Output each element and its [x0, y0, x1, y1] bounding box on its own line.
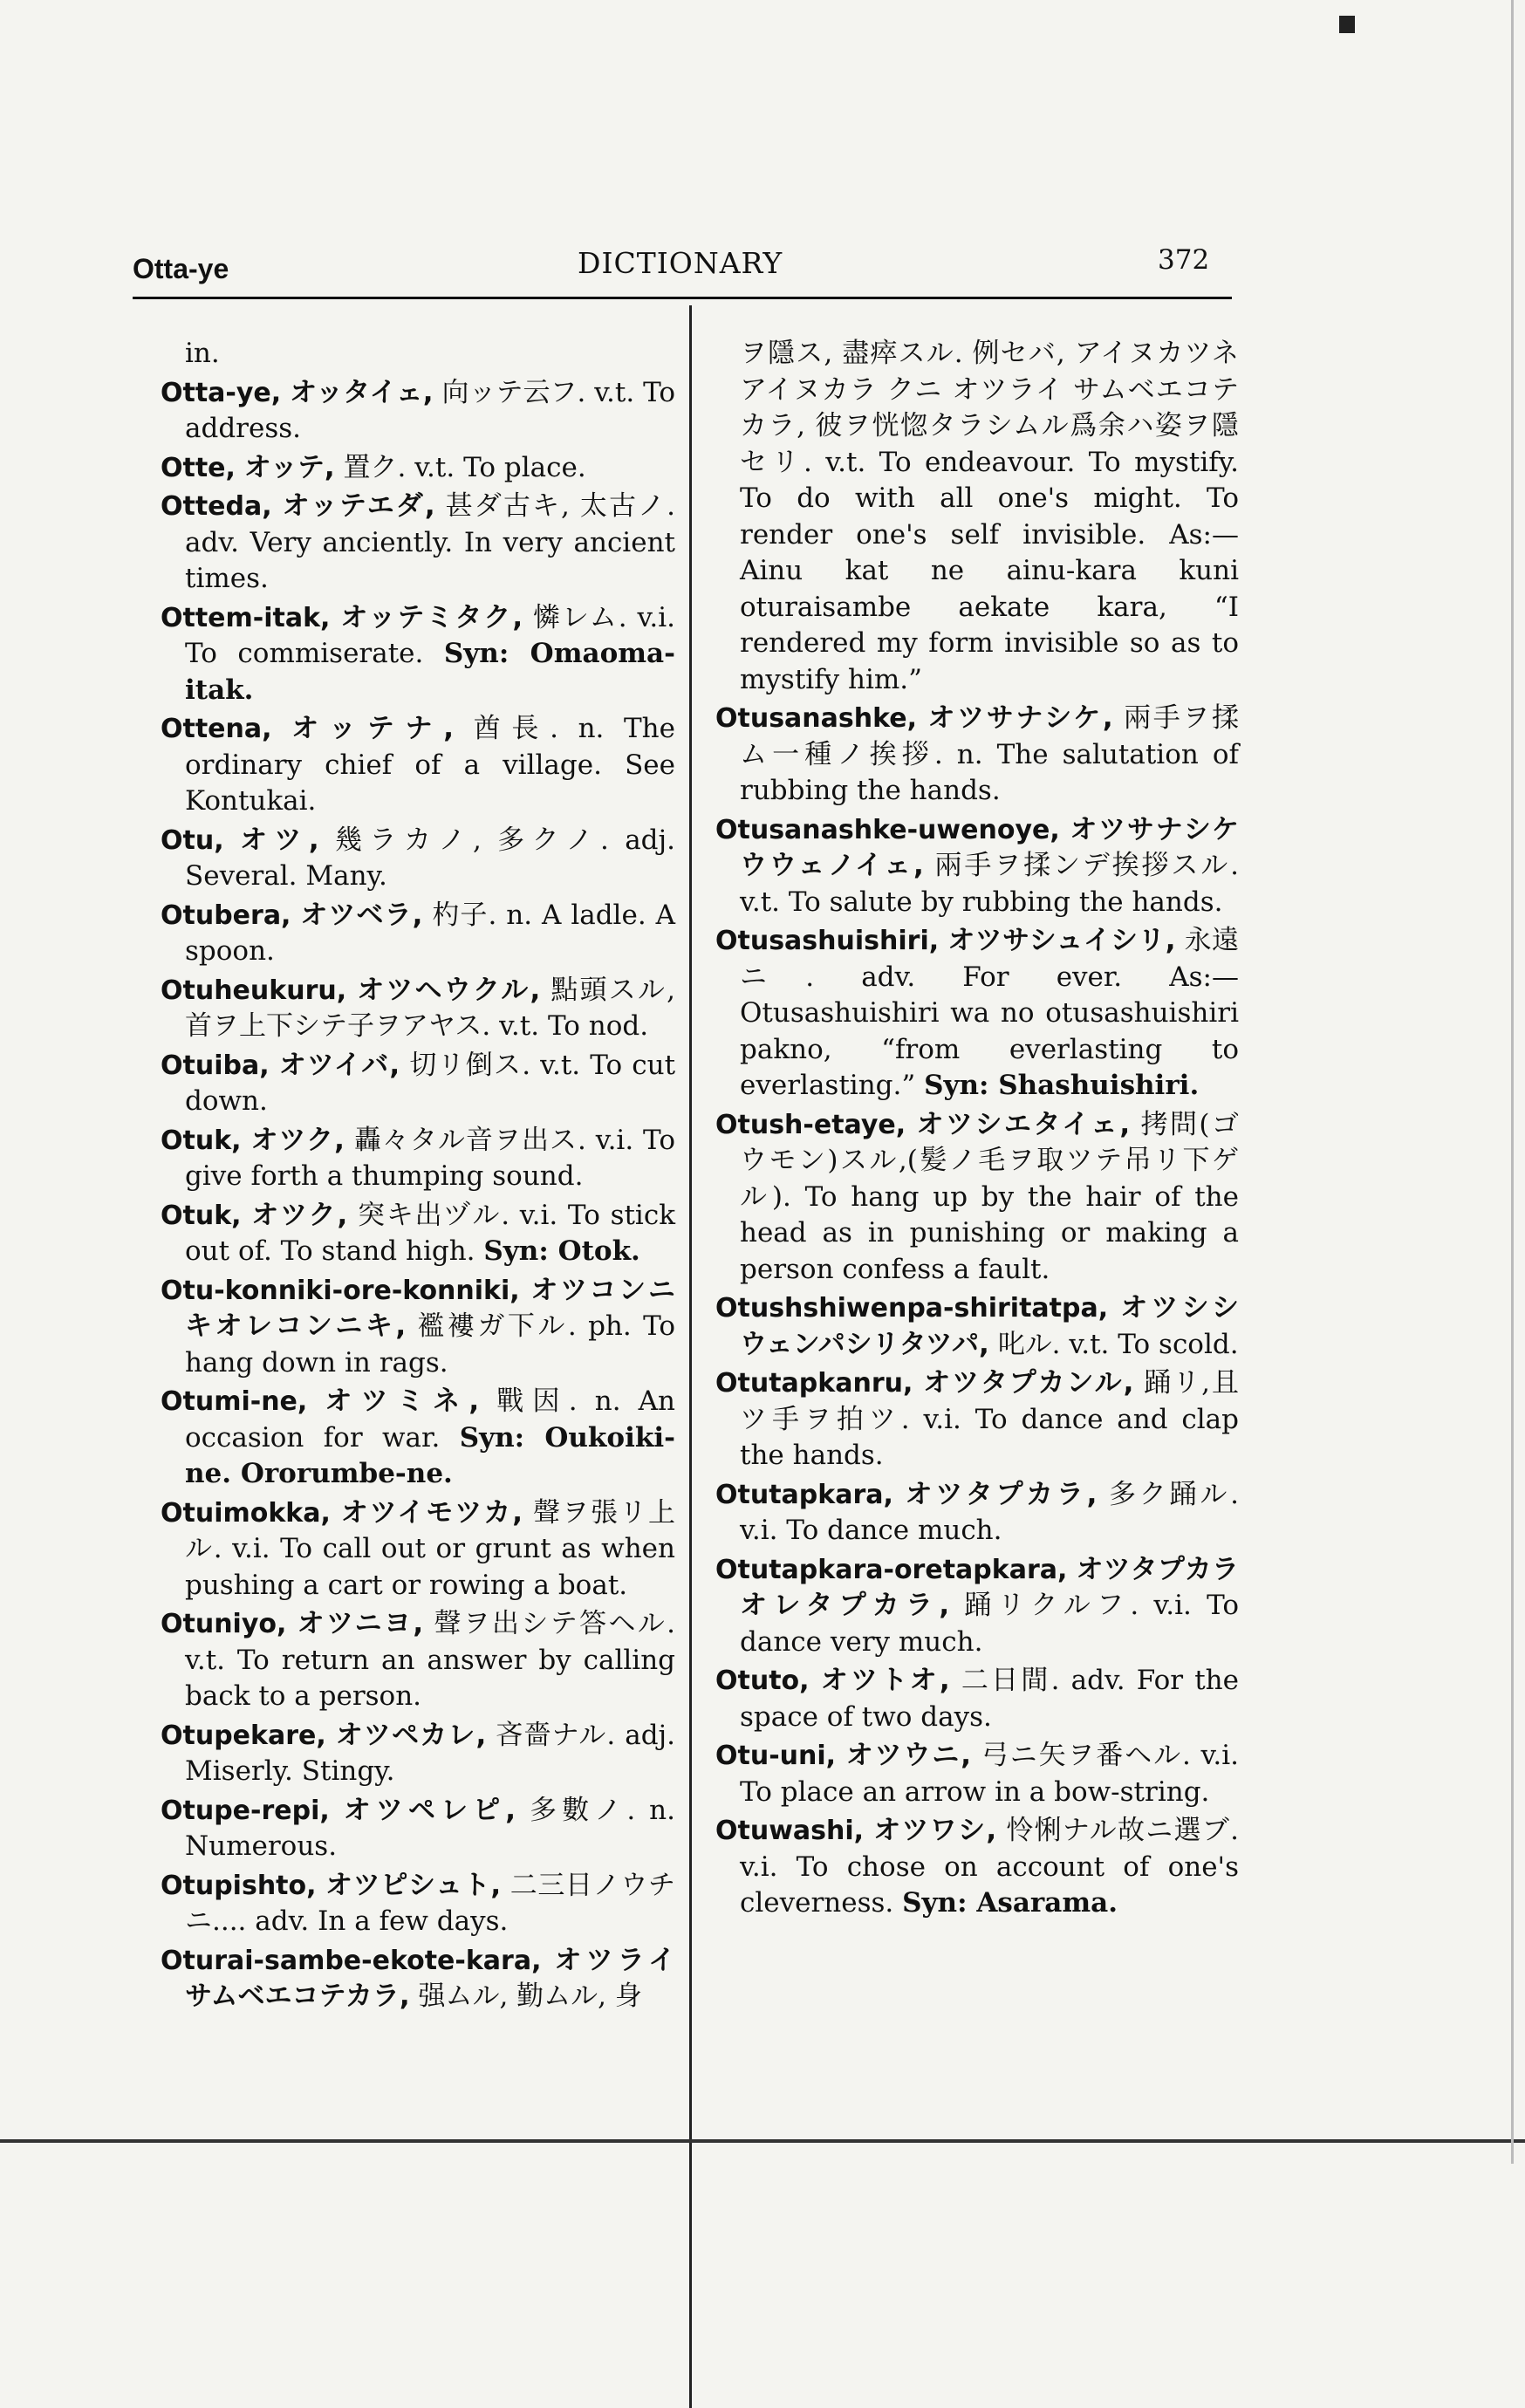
entry-definition: 點頭スル, 首ヲ上下シテ子ヲアヤス. v.t. To nod.	[185, 974, 675, 1042]
entry-definition: 叱ル. v.t. To scold.	[997, 1328, 1239, 1360]
entry-definition: 怜悧ナル故ニ選ブ. v.i. To chose on account of one's cleverness.	[740, 1815, 1240, 1919]
entry-kana: オツペレピ,	[343, 1794, 516, 1826]
entry-definition: 聲ヲ出シテ答ヘル. v.t. To return an answer by calling back to a person.	[185, 1608, 675, 1712]
entry-kana: オツベラ,	[300, 899, 423, 931]
entry-headword: Otuheukuru,	[161, 975, 347, 1006]
right-column	[715, 336, 1239, 1925]
entry-headword: Otu-konniki-ore-konniki,	[161, 1275, 520, 1306]
entry-headword: Otutapkanru,	[715, 1368, 913, 1399]
dictionary-entry	[161, 600, 675, 709]
entry-synonym: Syn: Omaoma-itak.	[185, 638, 676, 706]
dictionary-entry	[161, 1048, 675, 1120]
entry-kana: オツタプカンル,	[923, 1367, 1134, 1399]
entry-headword: Otutapkara,	[715, 1479, 893, 1510]
entry-definition: 踊リクルフ. v.i. To dance very much.	[740, 1590, 1239, 1658]
entry-headword: Otusashuishiri,	[715, 926, 940, 956]
dictionary-entry	[715, 1663, 1239, 1735]
entry-kana: オツトオ,	[820, 1665, 950, 1696]
entry-headword: Otu-uni,	[715, 1741, 837, 1771]
entry-kana: オッテ,	[243, 451, 335, 483]
entry-kana: オツニヨ,	[297, 1608, 424, 1639]
entry-definition: 襤褸ガ下ル. ph. To hang down in rags.	[185, 1310, 675, 1378]
dictionary-entry	[161, 898, 675, 970]
entry-kana: オツライサムベエコテカラ,	[185, 1944, 675, 2012]
entry-definition: 轟々タル音ヲ出ス. v.i. To give forth a thumping sound.	[185, 1124, 675, 1192]
page-edge	[1511, 0, 1514, 2164]
entry-synonym: Syn: Asarama.	[902, 1887, 1118, 1919]
entry-definition: 二日間. adv. For the space of two days.	[740, 1665, 1239, 1733]
entry-headword: Otupishto,	[161, 1870, 317, 1901]
entry-kana: オツコンニキオレコンニキ,	[185, 1274, 675, 1342]
dictionary-entry	[161, 375, 675, 448]
entry-definition: 踊リ,且ツ手ヲ拍ツ. v.i. To dance and clap the hands.	[740, 1367, 1239, 1471]
dictionary-entry	[715, 1552, 1239, 1661]
running-head-title: DICTIONARY	[578, 246, 783, 280]
entry-definition: 酋長. n. The ordinary chief of a village. See Kontukai.	[185, 713, 675, 817]
dictionary-entry	[161, 973, 675, 1045]
entry-headword: Otuk,	[161, 1125, 242, 1156]
entry-kana: オツサシュイシリ,	[947, 925, 1176, 956]
page-header	[133, 236, 1232, 288]
dictionary-entry	[161, 1495, 675, 1604]
dictionary-entry	[715, 1477, 1239, 1549]
entry-kana: オツシエタイェ,	[916, 1108, 1131, 1140]
entry-headword: Ottena,	[161, 714, 272, 744]
entry-kana: オツヘウクル,	[357, 974, 541, 1006]
entry-headword: Otta-ye,	[161, 377, 282, 408]
entry-headword: Otubera,	[161, 900, 291, 931]
entry-definition: 聲ヲ張リ上ル. v.i. To call out or grunt as when pushing a cart or rowing a boat.	[185, 1496, 675, 1601]
dictionary-entry	[715, 1107, 1239, 1289]
entry-definition: 杓子. n. A ladle. A spoon.	[185, 899, 675, 967]
entry-kana: オツサナシケ,	[927, 702, 1113, 734]
entry-definition: 兩手ヲ揉ンデ挨拶スル. v.t. To salute by rubbing the hands.	[740, 850, 1239, 918]
column-divider	[689, 305, 692, 2408]
entry-kana: オツシシウェンパシリタツパ,	[740, 1292, 1239, 1360]
entry-headword: Otushshiwenpa-shiritatpa,	[715, 1293, 1109, 1324]
entry-kana: オツミネ,	[325, 1385, 480, 1417]
entry-kana: オツピシュト,	[325, 1869, 502, 1901]
entry-headword: Otuiba,	[161, 1050, 270, 1081]
entry-kana: オツク,	[250, 1124, 345, 1156]
entry-kana: オッタイェ,	[290, 376, 434, 408]
entry-definition: 拷問(ゴウモン)スル,(髪ノ毛ヲ取ツテ吊リ下ゲル). To hang up by the hair of the head as in punishing or making a person confess a fault.	[740, 1108, 1239, 1285]
dictionary-entry	[161, 1718, 675, 1790]
entry-headword: Otuniyo,	[161, 1609, 287, 1639]
entry-definition: 强ムル, 勤ムル, 身	[418, 1980, 642, 2012]
entry-headword: Otupe-repi,	[161, 1795, 330, 1826]
entry-kana: オツイバ,	[278, 1049, 400, 1081]
entry-definition: 弓ニ矢ヲ番ヘル. v.i. To place an arrow in a bow-string.	[740, 1740, 1239, 1808]
entry-headword: Otteda,	[161, 491, 272, 522]
header-rule	[133, 297, 1232, 299]
entry-kana: オツウニ,	[845, 1740, 972, 1771]
entry-headword: Otumi-ne,	[161, 1386, 308, 1417]
dictionary-entry	[715, 336, 1239, 698]
entry-definition: 置ク. v.t. To place.	[343, 451, 586, 483]
entry-kana: オッテナ,	[291, 713, 454, 744]
dictionary-entry	[161, 1606, 675, 1715]
entry-definition: 切リ倒ス. v.t. To cut down.	[185, 1049, 676, 1117]
entry-kana: オツサナシケウウェノイェ,	[740, 813, 1239, 881]
dictionary-entry	[161, 823, 675, 895]
entry-continuation: in.	[185, 338, 220, 369]
entry-headword: Otusanashke-uwenoye,	[715, 814, 1060, 845]
entry-headword: Otuwashi,	[715, 1816, 865, 1846]
entry-kana: オツペカレ,	[335, 1719, 487, 1751]
entry-headword: Otu,	[161, 824, 224, 856]
dictionary-entry	[161, 1793, 675, 1865]
entry-definition: 向ッテ云フ. v.t. To address.	[185, 376, 676, 444]
dictionary-entry	[161, 1384, 675, 1493]
entry-definition: 幾ラカノ, 多クノ. adj. Several. Many.	[185, 824, 675, 892]
dictionary-entry	[161, 489, 675, 598]
entry-headword: Otutapkara-oretapkara,	[715, 1554, 1068, 1585]
dictionary-entry	[161, 1123, 675, 1195]
dictionary-entry	[161, 450, 675, 487]
entry-headword: Otuimokka,	[161, 1497, 331, 1529]
dictionary-entry	[161, 1198, 675, 1270]
entry-definition: 突キ出ヅル. v.i. To stick out of. To stand high.	[185, 1199, 675, 1267]
entry-kana: オツタプカラオレタプカラ,	[740, 1553, 1239, 1621]
entry-synonym: Syn: Oukoiki-ne. Ororumbe-ne.	[185, 1421, 675, 1489]
entry-definition: 兩手ヲ揉ム一種ノ挨拶. n. The salutation of rubbing the hands.	[740, 702, 1239, 806]
entry-definition: 甚ダ古キ, 太古ノ. adv. Very anciently. In very ancient times.	[185, 490, 675, 594]
dictionary-entry	[715, 1365, 1239, 1474]
entry-definition: 永遠ニ. adv. For ever. As:—Otusashuishiri wa no otusashuishiri pakno, “from everlasting to everlasting.”	[740, 925, 1239, 1101]
dictionary-entry	[715, 1290, 1239, 1363]
dictionary-entry	[715, 812, 1239, 921]
entry-kana: オッテミタク,	[340, 601, 523, 633]
entry-headword: Otupekare,	[161, 1720, 326, 1751]
dictionary-entry	[161, 1273, 675, 1382]
dictionary-entry	[161, 711, 675, 820]
entry-headword: Otte,	[161, 452, 236, 483]
entry-headword: Oturai-sambe-ekote-kara,	[161, 1945, 542, 1976]
entry-kana: オツ,	[239, 824, 319, 856]
corner-mark	[1339, 16, 1355, 33]
entry-continuation: ヲ隱ス, 盡瘁スル. 例セバ, アイヌカツネ アイヌカラ クニ オツライ サムベエコテ カラ, 彼ヲ恍惚タラシムル爲余ハ姿ヲ隱セリ. v.t. To endeavour. To mystify. To do with all one's might. To render one's self invisible. As:—Ainu kat ne ainu-kara kuni oturaisambe aekate kara, “I rendered my form invisible so as to mystify him.”	[740, 338, 1239, 695]
bottom-rule	[0, 2139, 1525, 2143]
entry-kana: オッテエダ,	[282, 490, 435, 522]
entry-headword: Otush-etaye,	[715, 1109, 906, 1140]
entry-definition: 多數ノ. n. Numerous.	[185, 1794, 676, 1862]
page-number: 372	[1158, 244, 1210, 276]
dictionary-entry	[715, 1738, 1239, 1810]
entry-kana: オツタプカラ,	[905, 1478, 1098, 1510]
dictionary-entry	[715, 923, 1239, 1105]
entry-headword: Ottem-itak,	[161, 602, 331, 633]
entry-kana: オツク,	[251, 1199, 348, 1231]
entry-headword: Otusanashke,	[715, 703, 918, 734]
dictionary-entry	[161, 1868, 675, 1940]
entry-kana: オツワシ,	[873, 1815, 997, 1846]
running-head-left: Otta-ye	[133, 253, 229, 284]
dictionary-entry	[161, 1943, 675, 2015]
entry-definition: 吝嗇ナル. adj. Miserly. Stingy.	[185, 1719, 676, 1787]
dictionary-entry	[715, 1813, 1239, 1922]
entry-definition: 二三日ノウチニ.... adv. In a few days.	[185, 1869, 675, 1937]
entry-headword: Otuk,	[161, 1200, 242, 1231]
entry-synonym: Syn: Otok.	[483, 1235, 640, 1267]
entry-definition: 多ク踊ル. v.i. To dance much.	[740, 1478, 1240, 1546]
entry-synonym: Syn: Shashuishiri.	[924, 1070, 1200, 1101]
entry-kana: オツイモツカ,	[340, 1496, 523, 1529]
entry-definition: 戰因. n. An occasion for war.	[185, 1385, 676, 1454]
entry-definition: 憐レム. v.i. To commiserate.	[185, 601, 675, 669]
entry-headword: Otuto,	[715, 1666, 810, 1696]
dictionary-entry	[715, 701, 1239, 810]
left-column	[161, 336, 675, 2018]
dictionary-entry	[161, 336, 675, 373]
